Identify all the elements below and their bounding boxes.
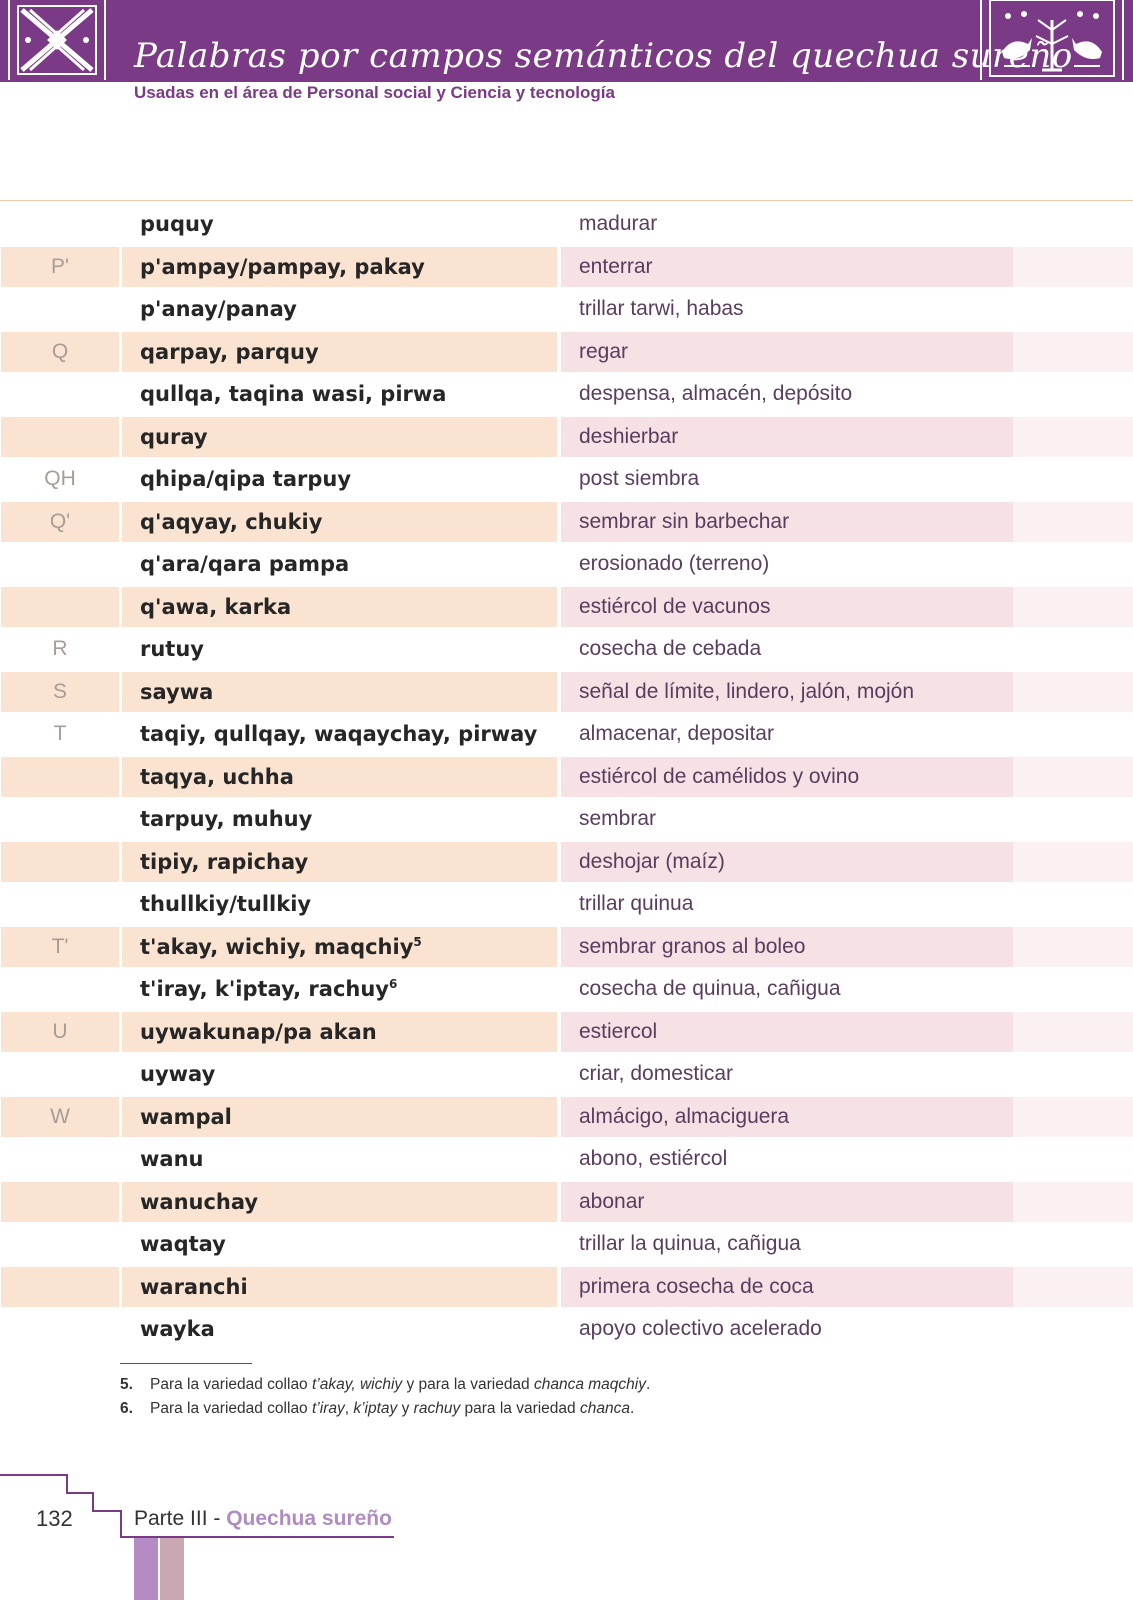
quechua-term: wanuchay	[140, 1189, 259, 1214]
row-tail-shade	[1013, 1182, 1133, 1222]
spanish-translation-cell: estiercol	[561, 1012, 1013, 1052]
letter-cell: T	[53, 722, 67, 745]
quechua-term: qhipa/qipa tarpuy	[140, 467, 352, 491]
spanish-translation-cell: abono, estiércol	[579, 1147, 728, 1170]
page-title: Palabras por campos semánticos del quechua sureño	[134, 36, 1073, 76]
quechua-term-cell	[122, 1224, 557, 1264]
letter-cell	[1, 799, 119, 839]
quechua-term: wampal	[140, 1104, 232, 1129]
table-row	[0, 1012, 1133, 1055]
quechua-term-cell	[122, 587, 557, 627]
table-row	[0, 374, 1133, 417]
table-row	[0, 1224, 1133, 1267]
table-row	[0, 757, 1133, 800]
quechua-term: waranchi	[140, 1274, 248, 1299]
spanish-translation-cell: cosecha de quinua, cañigua	[579, 977, 841, 1000]
table-row	[0, 502, 1133, 545]
footer-step-line	[66, 1492, 94, 1494]
spanish-translation-cell: sembrar granos al boleo	[561, 927, 1013, 967]
spanish-translation-cell: criar, domesticar	[579, 1062, 734, 1085]
quechua-term: wayka	[140, 1317, 215, 1341]
footnote-5: 5. Para la variedad collao t’akay, wichiy y para la variedad chanca maqchiy.	[120, 1376, 651, 1393]
header-decoration-left	[0, 0, 118, 82]
quechua-term-cell	[122, 247, 557, 287]
spanish-translation-cell: deshierbar	[561, 417, 1013, 457]
row-tail-shade	[1013, 502, 1133, 542]
quechua-term: t'iray, k'iptay, rachuy	[140, 977, 389, 1001]
row-tail-shade	[1013, 1139, 1133, 1179]
letter-cell	[1, 969, 119, 1009]
spanish-translation-cell: primera cosecha de coca	[561, 1267, 1013, 1307]
table-row	[0, 1267, 1133, 1310]
table-row	[0, 247, 1133, 290]
quechua-term: quray	[140, 424, 208, 449]
quechua-term-cell	[122, 204, 557, 244]
table-row	[0, 927, 1133, 970]
quechua-term-cell	[122, 289, 557, 329]
spanish-translation-cell: despensa, almacén, depósito	[579, 382, 853, 405]
quechua-term-cell	[122, 1139, 557, 1179]
table-row	[0, 1097, 1133, 1140]
letter-cell: W	[1, 1097, 119, 1137]
footnote-reference: 5	[413, 934, 422, 949]
table-row	[0, 1139, 1133, 1182]
footer-step-line	[92, 1492, 94, 1512]
table-row	[0, 289, 1133, 332]
row-tail-shade	[1013, 247, 1133, 287]
letter-cell	[1, 1224, 119, 1264]
quechua-term: qarpay, parquy	[140, 339, 319, 364]
footer-step-line	[66, 1474, 68, 1494]
quechua-term-cell	[122, 502, 557, 542]
table-row	[0, 417, 1133, 460]
letter-cell: R	[52, 637, 68, 660]
quechua-term-cell	[122, 714, 557, 754]
table-row	[0, 459, 1133, 502]
quechua-term-cell	[122, 374, 557, 414]
letter-cell	[1, 1267, 119, 1307]
quechua-term-cell	[122, 799, 557, 839]
letter-cell	[1, 1139, 119, 1179]
row-tail-shade	[1013, 1224, 1133, 1264]
letter-cell: S	[1, 672, 119, 712]
spanish-translation-cell: almácigo, almaciguera	[561, 1097, 1013, 1137]
table-row	[0, 884, 1133, 927]
table-row	[0, 587, 1133, 630]
spanish-translation-cell: madurar	[579, 212, 658, 235]
quechua-term: p'ampay/pampay, pakay	[140, 254, 425, 279]
quechua-term: puquy	[140, 212, 214, 236]
footer-part-label: Parte III - Quechua sureño	[134, 1507, 392, 1530]
table-row	[0, 672, 1133, 715]
quechua-term-cell	[122, 544, 557, 584]
spanish-translation-cell: cosecha de cebada	[579, 637, 762, 660]
letter-cell	[1, 1054, 119, 1094]
row-tail-shade	[1013, 1054, 1133, 1094]
spanish-translation-cell: deshojar (maíz)	[561, 842, 1013, 882]
quechua-term-cell	[122, 757, 557, 797]
footnote-6: 6. Para la variedad collao t’iray, k’iptay y rachuy para la variedad chanca.	[120, 1400, 635, 1417]
row-tail-shade	[1013, 714, 1133, 754]
footer-step-line	[0, 1474, 68, 1476]
quechua-term: rutuy	[140, 637, 204, 661]
letter-cell	[1, 289, 119, 329]
spanish-translation-cell: apoyo colectivo acelerado	[579, 1317, 822, 1340]
quechua-term: waqtay	[140, 1232, 226, 1256]
table-row	[0, 1182, 1133, 1225]
row-tail-shade	[1013, 289, 1133, 329]
row-tail-shade	[1013, 842, 1133, 882]
vocabulary-table	[0, 204, 1133, 1352]
spanish-translation-cell: estiércol de camélidos y ovino	[561, 757, 1013, 797]
row-tail-shade	[1013, 927, 1133, 967]
row-tail-shade	[1013, 1267, 1133, 1307]
quechua-term-cell	[122, 417, 557, 457]
table-row	[0, 1054, 1133, 1097]
row-tail-shade	[1013, 587, 1133, 627]
letter-cell: Q	[1, 332, 119, 372]
letter-cell	[1, 417, 119, 457]
letter-cell	[1, 757, 119, 797]
quechua-term-cell	[122, 1267, 557, 1307]
row-tail-shade	[1013, 459, 1133, 499]
quechua-term: tipiy, rapichay	[140, 849, 309, 874]
spanish-translation-cell: regar	[561, 332, 1013, 372]
table-row	[0, 714, 1133, 757]
table-row	[0, 332, 1133, 375]
quechua-term-cell	[122, 1054, 557, 1094]
row-tail-shade	[1013, 544, 1133, 584]
quechua-term: uywakunap/pa akan	[140, 1019, 377, 1044]
row-tail-shade	[1013, 757, 1133, 797]
row-tail-shade	[1013, 672, 1133, 712]
letter-cell	[1, 204, 119, 244]
row-tail-shade	[1013, 374, 1133, 414]
table-row	[0, 544, 1133, 587]
spanish-translation-cell: post siembra	[579, 467, 700, 490]
quechua-term-cell	[122, 969, 557, 1009]
row-tail-shade	[1013, 204, 1133, 244]
quechua-term: taqiy, qullqay, waqaychay, pirway	[140, 722, 538, 746]
spanish-translation-cell: abonar	[561, 1182, 1013, 1222]
table-row	[0, 969, 1133, 1012]
woven-pattern-icon	[0, 0, 118, 82]
quechua-term-cell	[122, 1309, 557, 1349]
page-subtitle: Usadas en el área de Personal social y Ciencia y tecnología	[134, 83, 615, 102]
spanish-translation-cell: sembrar	[579, 807, 657, 830]
page-number: 132	[36, 1506, 73, 1531]
letter-cell: QH	[44, 467, 76, 490]
spanish-translation-cell: trillar tarwi, habas	[579, 297, 744, 320]
letter-cell	[1, 884, 119, 924]
spanish-translation-cell: señal de límite, lindero, jalón, mojón	[561, 672, 1013, 712]
row-tail-shade	[1013, 799, 1133, 839]
quechua-term: t'akay, wichiy, maqchiy	[140, 934, 414, 959]
row-tail-shade	[1013, 969, 1133, 1009]
quechua-term: uyway	[140, 1062, 216, 1086]
quechua-term: p'anay/panay	[140, 297, 297, 321]
footer-step-line	[120, 1510, 122, 1538]
quechua-term-cell	[122, 927, 557, 967]
letter-cell: P'	[1, 247, 119, 287]
spanish-translation-cell: erosionado (terreno)	[579, 552, 770, 575]
quechua-term: q'ara/qara pampa	[140, 552, 350, 576]
letter-cell	[1, 544, 119, 584]
footer-color-bar	[134, 1538, 158, 1600]
letter-cell	[1, 587, 119, 627]
spanish-translation-cell: almacenar, depositar	[579, 722, 774, 745]
table-row	[0, 799, 1133, 842]
table-row	[0, 204, 1133, 247]
letter-cell: U	[1, 1012, 119, 1052]
quechua-term: tarpuy, muhuy	[140, 807, 313, 831]
row-tail-shade	[1013, 1012, 1133, 1052]
letter-cell	[1, 374, 119, 414]
quechua-term-cell	[122, 1097, 557, 1137]
letter-cell	[1, 842, 119, 882]
row-tail-shade	[1013, 332, 1133, 372]
quechua-term: q'aqyay, chukiy	[140, 509, 323, 534]
quechua-term-cell	[122, 1182, 557, 1222]
spanish-translation-cell: trillar quinua	[579, 892, 694, 915]
row-tail-shade	[1013, 417, 1133, 457]
row-tail-shade	[1013, 884, 1133, 924]
quechua-term-cell	[122, 1012, 557, 1052]
quechua-term: q'awa, karka	[140, 594, 292, 619]
quechua-term: taqya, uchha	[140, 764, 294, 789]
quechua-term-cell	[122, 884, 557, 924]
spanish-translation-cell: trillar la quinua, cañigua	[579, 1232, 801, 1255]
spanish-translation-cell: estiércol de vacunos	[561, 587, 1013, 627]
quechua-term-cell	[122, 672, 557, 712]
footer-step-line	[92, 1510, 122, 1512]
spanish-translation-cell: sembrar sin barbechar	[561, 502, 1013, 542]
quechua-term: thullkiy/tullkiy	[140, 892, 312, 916]
quechua-term: wanu	[140, 1147, 204, 1171]
quechua-term-cell	[122, 629, 557, 669]
table-row	[0, 629, 1133, 672]
footnote-reference: 6	[389, 977, 398, 991]
footer-color-bar	[160, 1538, 184, 1600]
quechua-term: saywa	[140, 679, 214, 704]
quechua-term: qullqa, taqina wasi, pirwa	[140, 382, 447, 406]
quechua-term-cell	[122, 459, 557, 499]
letter-cell: Q'	[1, 502, 119, 542]
row-tail-shade	[1013, 1309, 1133, 1349]
footer-part-name: Quechua sureño	[226, 1507, 392, 1530]
quechua-term-cell	[122, 332, 557, 372]
footnote-divider	[120, 1363, 252, 1364]
table-row	[0, 1309, 1133, 1352]
spanish-translation-cell: enterrar	[561, 247, 1013, 287]
quechua-term-cell	[122, 842, 557, 882]
table-row	[0, 842, 1133, 885]
top-divider	[0, 200, 1133, 201]
row-tail-shade	[1013, 1097, 1133, 1137]
letter-cell	[1, 1182, 119, 1222]
letter-cell: T'	[1, 927, 119, 967]
row-tail-shade	[1013, 629, 1133, 669]
letter-cell	[1, 1309, 119, 1349]
